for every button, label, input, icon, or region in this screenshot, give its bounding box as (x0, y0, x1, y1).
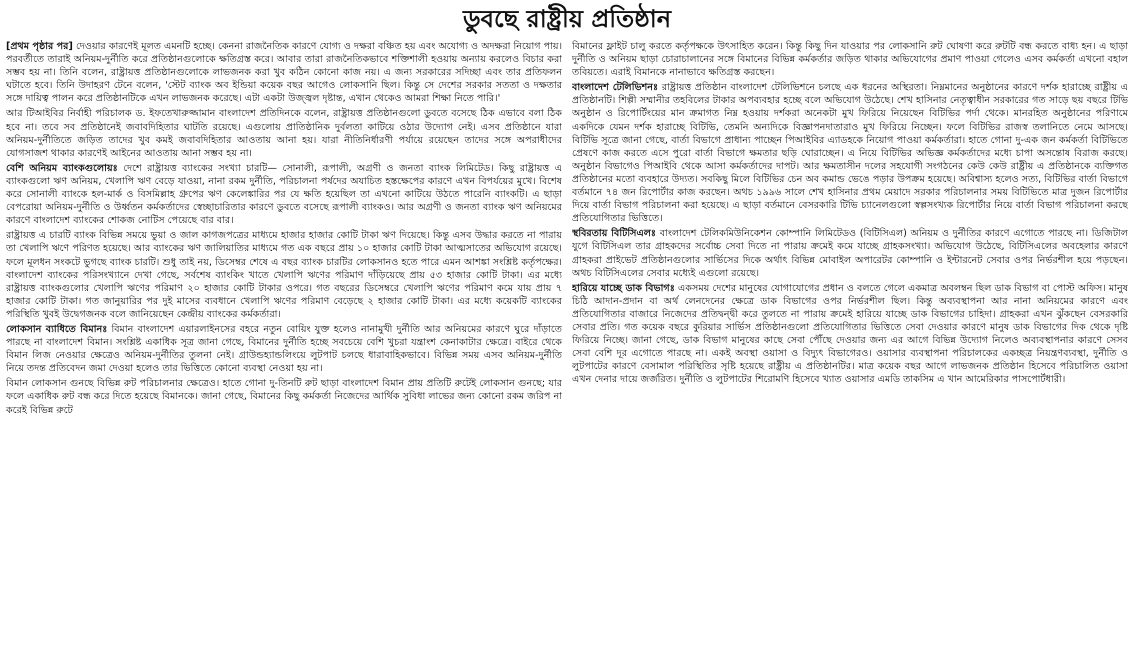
article-columns (6, 40, 1128, 646)
paragraph-text: দেশে রাষ্ট্রায়ত্ত ব্যাংকের সংখ্যা চারটি— সোনালী, রূপালী, অগ্রণী ও জনতা ব্যাংক লিমিটেড। কিছু রাষ্ট্রায়ত্ত এ ব্যাংকগুলো ঋণ অনিয়ম, খেলাপি ঋণ বেড়ে যাওয়া, নানা রকম দুর্নীতি, পরিচালনা পর্ষদের অযাচিত হস্তক্ষেপের কারণে এখন বিপর্যয়ের মুখে। বিশেষ করে সোনালী ব্যাংকে হল-মার্ক ও বিসমিল্লাহ গ্রুপের ঋণ কেলেঙ্কারির পর যে ক্ষতি হয়েছিল তা এখনো কাটিয়ে উঠতে পারেনি ব্যাংকটি। এ ছাড়া বেপরোয়া অনিয়ম-দুর্নীতি ও উর্ধ্বতন কর্মকর্তাদের স্বেচ্ছাচারিতার কারণে ডুবতে বসেছে রূপালী ব্যাংকও। আর অগ্রণী ও জনতা ব্যাংক ঋণ অনিয়মের কারণে বাংলাদেশ ব্যাংকের শোকজ নোটিস পেয়েছে বার বার। (6, 162, 562, 227)
paragraph-text: একসময় দেশের মানুষের যোগাযোগের প্রধান ও বলতে গেলে একমাত্র অবলম্বন ছিল ডাক বিভাগ বা পোস্ট অফিস। মানুষ চিঠি আদান-প্রদান বা অর্থ লেনদেনের ক্ষেত্রে ডাক বিভাগের ওপর নির্ভরশীল ছিল। কিন্তু অব্যবস্থাপনা আর নানা অনিয়মের কারণে এবং প্রতিযোগিতার বাজারে নিজেদের প্রতিদ্বন্দ্বী করে তুলতে না পারায় ক্রমেই হারিয়ে যাচ্ছে ডাক বিভাগের চাহিদা। গ্রাহকরা এখন ঝুঁকছেন বেসরকারি সেবার প্রতি। গত কয়েক বছরে কুরিয়ার সার্ভিস প্রতিষ্ঠানগুলো প্রতিযোগিতার ভিত্তিতে সেবা দেওয়ার কারণে মানুষ ডাক বিভাগের দিক থেকে দৃষ্টি ফিরিয়ে নিচ্ছে। জানা গেছে, ডাক বিভাগ মানুষের কাছে সেবা পৌঁছে দেওয়ার জন্য এর আগে বিভিন্ন উদ্যোগ নিলেও অব্যবস্থাপনার কারণে সেসব সেবা বেশি দূর এগোতে পারছে না। একই অবস্থা ওয়াসা ও বিদ্যুৎ বিভাগেরও। ওয়াসার ব্যবস্থাপনা পরিচালকের একচ্ছত্র নিয়ন্ত্রণব্যবস্থা, দুর্নীতি ও লুটপাটের কারণে বেসামাল পরিস্থিতির সৃষ্টি হয়েছে রাষ্ট্রীয় এ প্রতিষ্ঠানটির। মাত্র কয়েক বছর আগে লাভজনক প্রতিষ্ঠান হিসেবে পরিচালিত ওয়াসা এখন দেনার দায়ে জর্জরিত। দুর্নীতি ও লুটপাটের শিরোমণি হিসেবে খ্যাত ওয়াসার এমডি তাকসিম এ খান আমেরিকার পাসপোর্টধারী। (572, 282, 1128, 386)
paragraph-text: বাংলাদেশ টেলিকমিউনিকেশন কোম্পানি লিমিটেডও (বিটিসিএল) অনিয়ম ও দুর্নীতির কারণে এগোতে পারছে না। ডিজিটাল যুগে বিটিসিএল তার গ্রাহকদের সর্বোচ্চ সেবা দিতে না পারায় ক্রমেই কমে যাচ্ছে গ্রাহকসংখ্যা। অভিযোগ উঠেছে, বিটিসিএলের অবহেলার কারণে গ্রাহকরা প্রাইভেট প্রতিষ্ঠানগুলোর সার্ভিসের দিকে অর্থাৎ বিভিন্ন মোবাইল অপারেটর কোম্পানি ও ইন্টারনেট সেবার ওপর নির্ভরশীল হয়ে পড়ছেন। অথচ বিটিসিএলের সেবার মধ্যেই এগুলো রয়েছে। (572, 228, 1128, 279)
paragraph-text: দেওয়ার কারণেই মূলত এমনটি হচ্ছে। কেননা রাজনৈতিক কারণে যোগ্য ও দক্ষরা বঞ্চিত হয় এবং অযোগ্য ও অদক্ষরা নিয়োগ পায়। পরবর্তীতে তারাই অনিয়ম-দুর্নীতি করে প্রতিষ্ঠানগুলোকে ক্ষতিগ্রস্ত করে। আবার তারা রাজনৈতিকভাবে শক্তিশালী হওয়ায় অন্যায় করলেও বিচার করা সম্ভব হয় না। তিনি বলেন, রাষ্ট্রায়ত্ত প্রতিষ্ঠানগুলোকে লাভজনক করা খুব কঠিন কোনো কাজ নয়। এ জন্য সরকারের সদিচ্ছা এবং তার প্রতিফলন ঘটাতে হবে। তিনি উদাহরণ টেনে বলেন, 'স্টেট ব্যাংক অব ইন্ডিয়া কয়েক বছর আগেও লোকসানি ছিল। কিন্তু সে দেশের সরকার সততা ও দক্ষতার সঙ্গে দায়িত্ব পালন করে প্রতিষ্ঠানটিকে এখন লাভজনক করেছে। এটা একটা উজ্জ্বল দৃষ্টান্ত, এখান থেকেও আমরা শিক্ষা নিতে পারি।' (6, 41, 562, 105)
paragraph (6, 377, 562, 416)
paragraph (6, 323, 562, 375)
paragraph (6, 40, 562, 105)
paragraph (572, 81, 1128, 225)
section-lead: বাংলাদেশ টেলিভিশনঃ (572, 82, 659, 94)
paragraph-text: বিমানের ফ্লাইট চালু করতে কর্তৃপক্ষকে উৎসাহিত করেন। কিন্তু কিছু দিন যাওয়ার পর লোকসানি রুট ঘোষণা করে রুটটি বন্ধ করতে বাধ্য হন। এ ছাড়া দুর্নীতি ও অনিয়ম ছাড়া চোরাচালানের সঙ্গে বিমানের বিভিন্ন কর্মকর্তার জড়িত থাকার অভিযোগের প্রমাণ পাওয়া গেলেও এসব কর্মকর্তা এখনো বহাল তবিয়তে। এরাই বিমানকে নানাভাবে ক্ষতিগ্রস্ত করছেন। (572, 41, 1128, 79)
paragraph (572, 40, 1128, 79)
paragraph (572, 227, 1128, 279)
section-lead: বেশি অনিয়ম ব্যাংকগুলোয়ঃ (6, 162, 118, 174)
section-lead: [প্রথম পৃষ্ঠার পর] (6, 41, 73, 52)
column-left (6, 40, 562, 646)
paragraph-text: রাষ্ট্রায়ত্ত এ চারটি ব্যাংক বিভিন্ন সময়ে ভুয়া ও জাল কাগজপত্রের মাধ্যমে হাজার হাজার কোটি টাকা ঋণ দিয়েছে। কিন্তু এসব উদ্ধার করতে না পারায় তা খেলাপি ঋণে পরিণত হয়েছে। আর ব্যাংকের ঋণ জালিয়াতির মাধ্যমে গত এক বছরে প্রায় ১০ হাজার কোটি টাকা আত্মসাতের অভিযোগ রয়েছে। ফলে মূলধন সংকটে ভুগছে ব্যাংক চারটি। শুধু তাই নয়, ডিসেম্বর শেষে এ বছর ব্যাংক চারটির লোকসানও হতে পারে এমন আশঙ্কা সংশ্লিষ্ট কর্তৃপক্ষের। বাংলাদেশ ব্যাংকের পরিসংখ্যানে দেখা গেছে, সর্বশেষ ব্যাংকিং খাতে খেলাপি ঋণের পরিমাণ দাঁড়িয়েছে প্রায় ৫৩ হাজার কোটি টাকা। এর মধ্যে রাষ্ট্রায়ত্ত ব্যাংকগুলোর খেলাপি ঋণের পরিমাণ ২০ হাজার কোটি টাকার ওপরে। গত বছরের ডিসেম্বরে খেলাপি ঋণের পরিমাণ কমে যায় প্রায় ৭ হাজার কোটি টাকা। গত জানুয়ারির পর দুই মাসের ব্যবধানে খেলাপি ঋণের পরিমাণ বেড়েছে ২ হাজার কোটি টাকা। এর মধ্যে কয়েকটি ব্যাংকের পরিস্থিতি খুবই উদ্বেগজনক বলে জানিয়েছেন কেন্দ্রীয় ব্যাংকের কর্মকর্তারা। (6, 230, 562, 320)
paragraph-text: বিমান লোকসান গুনছে বিভিন্ন রুট পরিচালনার ক্ষেত্রেও। হাতে গোনা দু-তিনটি রুট ছাড়া বাংলাদেশ বিমান প্রায় প্রতিটি রুটেই লোকসান গুনছে; যার ফলে একাধিক রুট বন্ধ করে দিতে হয়েছে বিমানকে। জানা গেছে, বিমানের কিছু কর্মকর্তা নিজেদের আর্থিক সুবিধা লাভের জন্য কোনো রকম জরিপ না করেই বিভিন্ন রুটে (6, 378, 562, 416)
section-lead: লোকসান ব্যাধিতে বিমানঃ (6, 323, 108, 335)
headline: ডুবছে রাষ্ট্রীয় প্রতিষ্ঠান (462, 4, 672, 33)
paragraph (6, 162, 562, 227)
paragraph-text: আর টিআইবির নির্বাহী পরিচালক ড. ইফতেখারুজ্জামান বাংলাদেশ প্রতিদিনকে বলেন, রাষ্ট্রায়ত্ত প্রতিষ্ঠানগুলো ডুবতে বসেছে ঠিক এভাবে বলা ঠিক হবে না। তবে সব প্রতিষ্ঠানেই জবাবদিহিতার ঘাটতি রয়েছে। এগুলোয় প্রাতিষ্ঠানিক দুর্বলতা কাটিয়ে ওঠার উদ্যোগ নেই। এসব প্রতিষ্ঠানে যারা অনিয়ম-দুর্নীতিতে জড়িত তাদের খুব কমই জবাবদিহিতার আওতায় আনা হয়। যারা নীতিনির্ধারণী পর্যায়ে রয়েছেন তাদের সঙ্গে অপরাধীদের যোগসাজশ থাকার কারণেই আইনের আওতায় আনা সম্ভব হয় না। (6, 108, 562, 159)
column-right (572, 40, 1128, 646)
paragraph (572, 282, 1128, 387)
section-lead: হারিয়ে যাচ্ছে ডাক বিভাগঃ (572, 282, 675, 294)
section-lead: স্থবিরতায় বিটিসিএলঃ (572, 228, 657, 240)
paragraph-text: বিমান বাংলাদেশ এয়ারলাইনসের বহরে নতুন বোয়িং যুক্ত হলেও নানামুখী দুর্নীতি আর অনিয়মের কারণে ঘুরে দাঁড়াতে পারছে না বাংলাদেশ বিমান। সংশ্লিষ্ট একাধিক সূত্র জানা গেছে, বিমানের দুর্নীতি হচ্ছে সবচেয়ে বেশি খুচরা যন্ত্রাংশ কেনাকাটার ক্ষেত্রে। বাইরে থেকে বিমান লিজ নেওয়ার ক্ষেত্রেও অনিয়ম-দুর্নীতির তুলনা নেই। গ্রাউন্ডহ্যান্ডলিংয়ে লুটপাট চলছে ধারাবাহিকভাবে। বিভিন্ন সময় এসব অনিয়ম-দুর্নীতি নিয়ে তদন্ত প্রতিবেদন জমা দেওয়া হলেও তার ভিত্তিতে কোনো ব্যবস্থা নেওয়া হয় না। (6, 323, 562, 375)
paragraph (6, 229, 562, 321)
paragraph-text: রাষ্ট্রায়ত্ত প্রতিষ্ঠান বাংলাদেশ টেলিভিশনে চলছে এক ধরনের অস্থিরতা। নিম্নমানের অনুষ্ঠানের কারণে দর্শক হারাচ্ছে রাষ্ট্রীয় এ প্রতিষ্ঠানটি। শিল্পী সম্মানীর তহবিলের টাকার অপব্যবহার হচ্ছে বলে অভিযোগ উঠেছে। শেখ হাসিনার নেতৃত্বাধীন সরকারের গত সাড়ে ছয় বছরে টিভি অনুষ্ঠান ও রিপোর্টিংয়ের মান ক্রমাগত নিম্ন হওয়ায় দর্শকরা অনেকটা মুখ ফিরিয়ে নিয়েছেন বিটিভির পর্দা থেকে। মানরহিত অনুষ্ঠানের পরিণামে একদিকে যেমন দর্শক হারাচ্ছে বিটিভি, তেমনি অন্যদিকে বিজ্ঞাপনদাতারাও মুখ ফিরিয়ে নিচ্ছেন। ফলে বিটিভির রাজস্ব তলানিতে নেমে আসছে। বিটিভি সূত্রে জানা গেছে, বার্তা বিভাগে প্রাধান্য পাচ্ছেন পিআইবির এ্যাডহকে নিয়োগ পাওয়া কর্মকর্তারা। হাতে গোনা দু-এক জন কর্মকর্তা বিটিভিতে প্রেষণে কাজ করতে এসে পুরো বার্তা বিভাগে ক্ষমতার ছড়ি ঘোরাচ্ছেন। এ নিয়ে বিটিভির অভিজ্ঞ কর্মকর্তাদের মধ্যে চাপা অসন্তোষ বিরাজ করছে। অনুষ্ঠান বিভাগেও পিআইবি থেকে আসা কর্মকর্তাদের দাপট। আর ক্ষমতাসীন দলের সহযোগী সংগঠনের কেউ কেউ রাষ্ট্রীয় এ প্রতিষ্ঠানকে ব্যক্তিগত প্রতিষ্ঠানের মতো ব্যবহারে উদ্যত। সবকিছু মিলে বিটিভির চেন অব কমান্ড ভেঙে পড়ার উপক্রম হয়েছে। অবিশ্বাস্য হলেও সত্য, বিটিভির বার্তা বিভাগে বর্তমানে ৭৪ জন রিপোর্টার কাজ করছেন। অথচ ১৯৯৬ সালে শেখ হাসিনার প্রথম মেয়াদে সরকার পরিচালনার সময় বিটিভিতে মাত্র দুজন রিপোর্টার দিয়ে বার্তা বিভাগ পরিচালনা করা হয়েছে। এ ছাড়া বর্তমানে বেসরকারি টিভি চ্যানেলগুলো স্বল্পসংখ্যক রিপোর্টার নিয়ে বার্তা বিভাগ পরিচালনা করছে প্রতিযোগিতার ভিত্তিতে। (572, 82, 1128, 225)
paragraph (6, 107, 562, 159)
